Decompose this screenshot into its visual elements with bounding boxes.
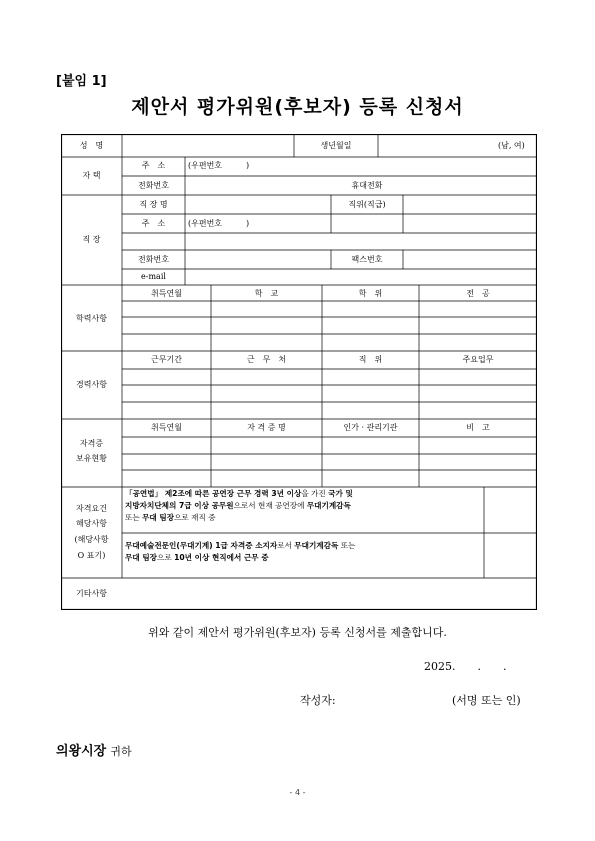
requirement-label-4: O 표기): [77, 551, 106, 560]
other-field[interactable]: [125, 580, 533, 608]
fax-label: 팩스번호: [351, 255, 383, 264]
recipient-name: 의왕시장: [56, 744, 107, 759]
email-label: e-mail: [141, 272, 166, 281]
requirement-label-3: (해당사항: [74, 535, 109, 544]
home-phone-field[interactable]: [188, 178, 328, 194]
career-header-workplace: 근 무 처: [246, 355, 287, 364]
education-header-school: 학 교: [254, 289, 279, 298]
signature-hint[interactable]: (서명 또는 인): [452, 694, 521, 707]
career-header-duties: 주요업무: [462, 355, 494, 364]
requirement-2-text: 무대예술전문인(무대기계) 1급 자격증 소지자로서 무대기계감독 또는 무대 팀장으로 10년 이상 현직에서 근무 중: [125, 541, 356, 562]
mobile-field[interactable]: [406, 178, 534, 194]
work-label: 직 장: [82, 235, 101, 244]
education-header-major: 전 공: [466, 289, 490, 298]
registration-form: [61, 134, 537, 610]
mobile-label: 휴대전화: [351, 181, 383, 190]
work-address-label: 주 소: [141, 219, 166, 228]
other-label: 기타사항: [76, 589, 107, 598]
requirement-2-mark[interactable]: [486, 534, 535, 578]
requirement-1-mark[interactable]: [486, 488, 535, 532]
workplace-label: 직 장 명: [139, 200, 168, 209]
requirement-1-text: 「공연법」 제2조에 따른 공연장 근무 경력 3년 이상을 가진 국가 및 지방자치단체의 7급 이상 공무원으로서 현재 공연장에 무대기계감독 또는 무대 팀장으로 재직 중: [125, 489, 353, 522]
career-label: 경력사항: [76, 380, 107, 389]
position-label: 직위(직급): [348, 200, 386, 209]
license-label-1: 자격증: [79, 439, 104, 448]
gender-hint: (남, 여): [498, 141, 525, 150]
education-header-degree: 학 위: [358, 289, 383, 298]
license-label-2: 보유현황: [76, 454, 107, 463]
license-header-note: 비 고: [466, 423, 490, 432]
license-header-name: 자 격 증 명: [247, 423, 286, 432]
education-label: 학력사항: [76, 314, 107, 323]
home-phone-label: 전화번호: [138, 181, 169, 190]
attachment-label: [붙임 1]: [56, 74, 107, 89]
career-header-position: 직 위: [358, 355, 383, 364]
license-header-authority: 인가 · 관리기관: [343, 423, 398, 432]
career-header-period: 근무기간: [151, 355, 182, 364]
requirement-label-2: 해당사항: [76, 519, 107, 528]
writer-label: 작성자:: [300, 694, 336, 707]
page-number: - 4 -: [289, 788, 306, 797]
requirement-label-1: 자격요건: [76, 504, 107, 513]
name-field[interactable]: [125, 136, 291, 156]
home-address-label: 주 소: [141, 161, 166, 170]
home-label: 자 택: [82, 171, 101, 180]
form-title: 제안서 평가위원(후보자) 등록 신청서: [131, 96, 464, 118]
name-label: 성 명: [79, 141, 104, 150]
birthdate-label: 생년월일: [320, 141, 352, 150]
work-postal-hint[interactable]: (우편번호 ): [188, 219, 250, 228]
home-postal-hint[interactable]: (우편번호 ): [188, 161, 250, 170]
recipient: [56, 740, 132, 759]
education-header-date: 취득연월: [151, 289, 182, 298]
submission-statement: 위와 같이 제안서 평가위원(후보자) 등록 신청서를 제출합니다.: [148, 626, 447, 639]
recipient-suffix: 귀하: [110, 745, 132, 758]
date-line[interactable]: 2025. . .: [424, 660, 507, 673]
work-phone-label: 전화번호: [138, 255, 169, 264]
license-header-date: 취득연월: [151, 423, 182, 432]
